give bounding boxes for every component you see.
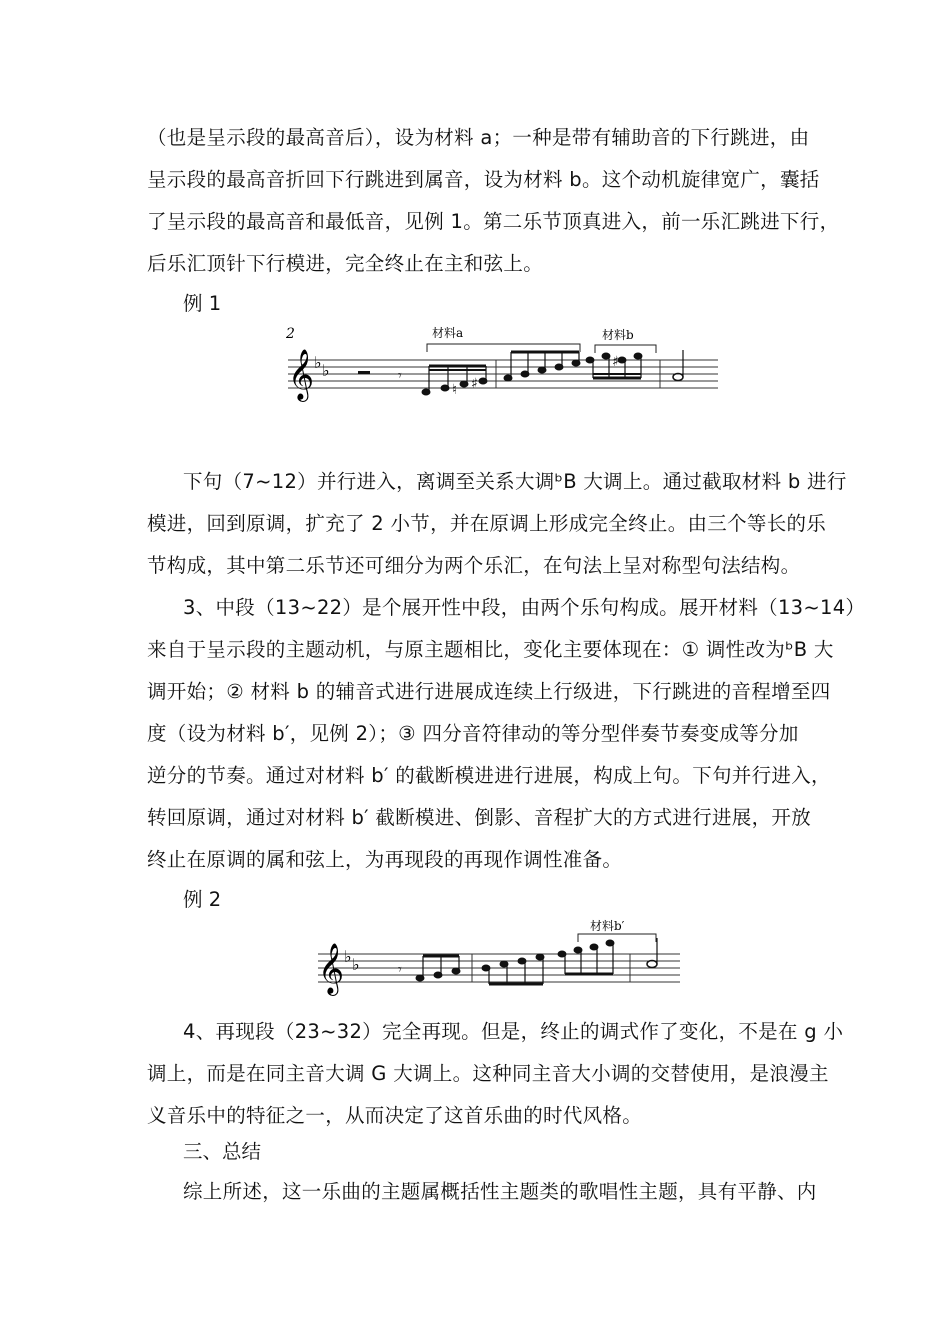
text-line: 调开始；② 材料 b 的辅音式进行进展成连续上行级进，下行跳进的音程增至四	[147, 680, 831, 703]
text-line: 逆分的节奏。通过对材料 b′ 的截断模进进行进展，构成上句。下句并行进入，	[147, 764, 831, 787]
bracket-label-a: 材料a	[432, 326, 464, 340]
text-line: 终止在原调的属和弦上，为再现段的再现作调性准备。	[147, 848, 623, 871]
text-line: 3、中段（13~22）是个展开性中段，由两个乐句构成。展开材料（13~14）	[183, 596, 866, 619]
text-line: 呈示段的最高音折回下行跳进到属音，设为材料 b。这个动机旋律宽广，囊括	[147, 168, 820, 191]
example-1-label: 例 1	[183, 292, 222, 315]
text-line: 了呈示段的最高音和最低音，见例 1。第二乐节顶真进入，前一乐汇跳进下行，	[147, 210, 840, 233]
example-1-score	[280, 322, 720, 408]
text-line: 来自于呈示段的主题动机，与原主题相比，变化主要体现在：① 调性改为ᵇB 大	[147, 638, 834, 661]
note-group	[422, 366, 487, 398]
text-line: 4、再现段（23~32）完全再现。但是，终止的调式作了变化，不是在 g 小	[183, 1020, 844, 1043]
text-line: 后乐汇顶针下行模进，完全终止在主和弦上。	[147, 252, 544, 275]
svg-text:♯: ♯	[471, 376, 478, 392]
text-line: 综上所述，这一乐曲的主题属概括性主题类的歌唱性主题，具有平静、内	[183, 1180, 817, 1203]
text-line: 下句（7~12）并行进入，离调至关系大调ᵇB 大调上。通过截取材料 b 进行	[183, 470, 847, 493]
example-2-label: 例 2	[183, 888, 222, 911]
bracket-b	[595, 345, 656, 353]
half-note	[673, 350, 683, 381]
text-line: 节构成，其中第二乐节还可细分为两个乐汇，在句法上呈对称型句法结构。	[147, 554, 801, 577]
text-line: 义音乐中的特征之一，从而决定了这首乐曲的时代风格。	[147, 1104, 643, 1127]
section-heading: 三、总结	[183, 1140, 262, 1163]
text-line: 调上，而是在同主音大调 G 大调上。这种同主音大小调的交替使用，是浪漫主	[147, 1062, 829, 1085]
flat-icon: ♭	[344, 947, 352, 966]
svg-text:♮: ♮	[452, 382, 458, 398]
treble-clef-icon: 𝄞	[318, 943, 345, 994]
flat-icon: ♭	[352, 955, 360, 974]
svg-text:♯: ♯	[612, 354, 619, 370]
text-line: 模进，回到原调，扩充了 2 小节，并在原调上形成完全终止。由三个等长的乐	[147, 512, 827, 535]
measure-number: 2	[286, 326, 295, 342]
half-rest-icon	[358, 371, 370, 374]
example-2-score	[312, 912, 692, 1004]
note-group	[482, 940, 614, 984]
bracket-b-prime	[578, 934, 656, 942]
bracket-label-b-prime: 材料b′	[590, 919, 625, 933]
text-line: 度（设为材料 b′，见例 2）；③ 四分音符律动的等分型伴奏节奏变成等分加	[147, 722, 799, 745]
half-note	[647, 938, 657, 968]
treble-clef-icon: 𝄞	[288, 349, 315, 400]
flat-icon: ♭	[322, 361, 330, 380]
bracket-label-b: 材料b	[602, 328, 634, 342]
staff-lines	[318, 954, 680, 982]
text-line: （也是呈示段的最高音后），设为材料 a；一种是带有辅助音的下行跳进，由	[147, 126, 810, 149]
eighth-rest-icon: 𝄾	[398, 368, 402, 384]
eighth-rest-icon: 𝄾	[398, 962, 402, 978]
text-line: 转回原调，通过对材料 b′ 截断模进、倒影、音程扩大的方式进行进展，开放	[147, 806, 812, 829]
flat-icon: ♭	[314, 353, 322, 372]
staff-lines	[288, 360, 718, 388]
